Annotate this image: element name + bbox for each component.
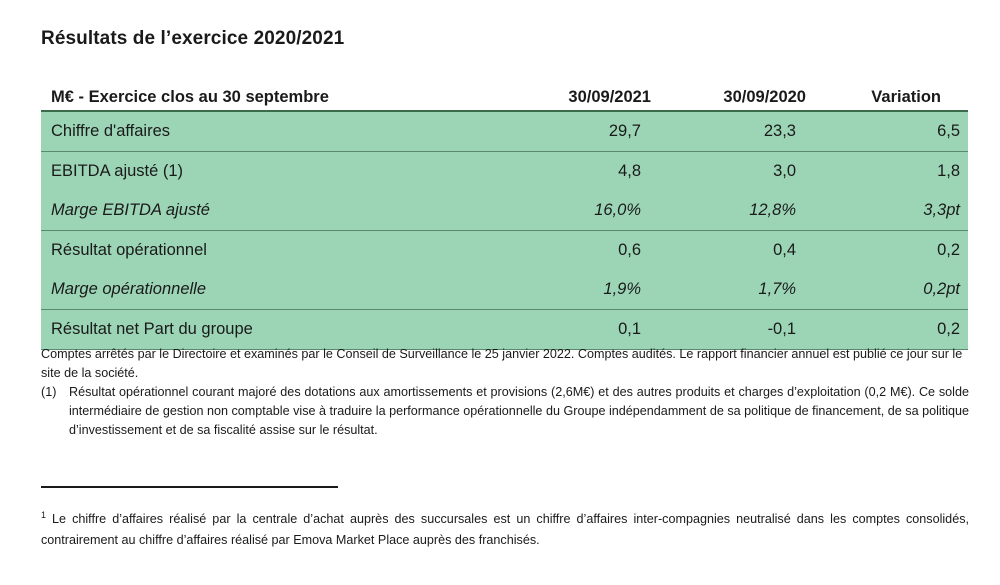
value-variation: 0,2: [937, 241, 960, 259]
table-group: [41, 152, 968, 231]
row-label: Résultat net Part du groupe: [51, 320, 253, 338]
table-row: [41, 191, 968, 230]
notes: [41, 345, 969, 440]
table-row: [41, 270, 968, 309]
table-body: [41, 112, 968, 350]
value-2021: 16,0%: [594, 201, 641, 219]
header-period-label: M€ - Exercice clos au 30 septembre: [51, 88, 329, 106]
value-variation: 1,8: [937, 162, 960, 180]
footnote-separator: [41, 486, 338, 488]
table-group: [41, 112, 968, 152]
header-2020: 30/09/2020: [723, 88, 806, 106]
results-table: [41, 85, 968, 350]
note-1: [41, 383, 969, 440]
table-row: [41, 231, 968, 270]
value-2021: 4,8: [618, 162, 641, 180]
value-2020: -0,1: [767, 320, 796, 338]
value-variation: 0,2: [937, 320, 960, 338]
value-variation: 6,5: [937, 122, 960, 140]
value-variation: 3,3pt: [923, 201, 960, 219]
note-1-ref: (1): [41, 385, 57, 399]
footnote-text: Le chiffre d’affaires réalisé par la centrale d’achat auprès des succursales est un chiffre d’affaires inter-compagnies neutralisé dans les comptes consolidés, contrairement au chiffre d’affaires réalisé par Emova Market Place auprès des franchisés.: [41, 512, 969, 547]
value-2021: 0,1: [618, 320, 641, 338]
value-2020: 1,7%: [758, 280, 796, 298]
value-2021: 29,7: [608, 122, 641, 140]
row-label: Chiffre d'affaires: [51, 122, 171, 140]
row-label: Résultat opérationnel: [51, 241, 207, 259]
table-group: [41, 310, 968, 350]
row-label: Marge EBITDA ajusté: [51, 201, 210, 219]
value-2021: 0,6: [618, 241, 641, 259]
value-2020: 3,0: [773, 162, 796, 180]
table-row: [41, 112, 968, 151]
value-2020: 12,8%: [749, 201, 796, 219]
page-title: Résultats de l’exercice 2020/2021: [41, 28, 345, 49]
value-2020: 0,4: [773, 241, 796, 259]
value-2020: 23,3: [763, 122, 796, 140]
header-2021: 30/09/2021: [568, 88, 651, 106]
value-2021: 1,9%: [603, 280, 641, 298]
row-label: EBITDA ajusté (1): [51, 162, 184, 180]
value-variation: 0,2pt: [923, 280, 960, 298]
header-variation: Variation: [871, 88, 941, 106]
table-group: [41, 231, 968, 310]
table-row: [41, 310, 968, 349]
note-1-text: Résultat opérationnel courant majoré des dotations aux amortissements et provisions (2,6M€) et des autres produits et charges d’exploitation (0,2 M€). Ce solde intermédiaire de gestion non comptable vise à traduire la performance opérationnelle du Groupe indépendamment de sa politique de financement, de sa politique d’investissement et de sa fiscalité assise sur le résultat.: [69, 385, 969, 437]
footnote: [41, 505, 969, 551]
row-label: Marge opérationnelle: [51, 280, 207, 298]
table-header-row: [41, 85, 968, 112]
footnote-marker: 1: [41, 510, 47, 520]
notes-main: Comptes arrêtés par le Directoire et examinés par le Conseil de Surveillance le 25 janvier 2022. Comptes audités. Le rapport financier annuel est publié ce jour sur le site de la société.: [41, 347, 963, 380]
table-row: [41, 152, 968, 191]
